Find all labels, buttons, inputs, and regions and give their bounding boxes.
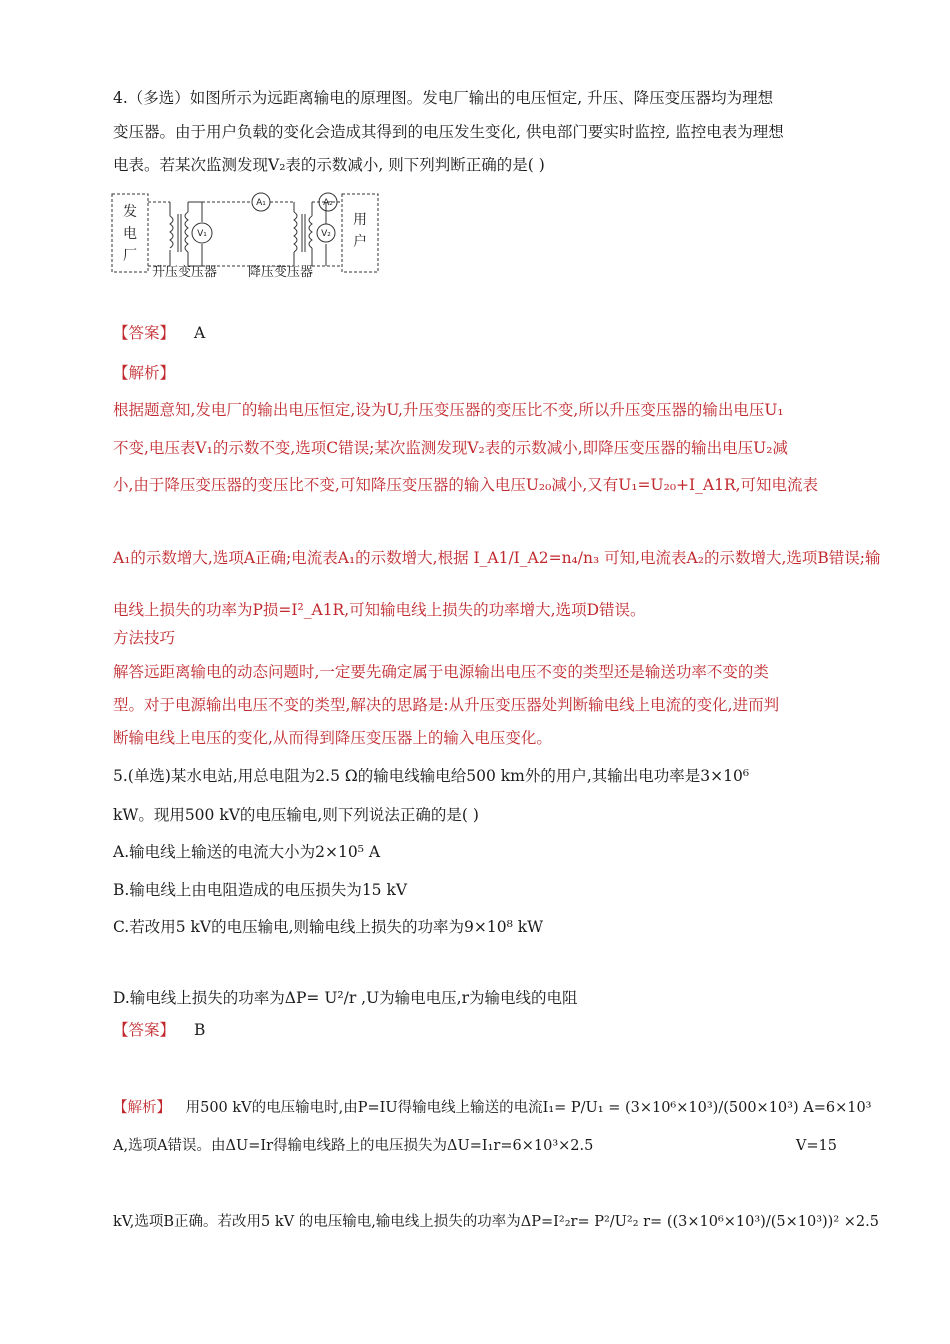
q5-option-b: B.输电线上由电阻造成的电压损失为15 kV (113, 881, 408, 899)
q4-analysis-line3: 小,由于降压变压器的变压比不变,可知降压变压器的输入电压U₂₀减小,又有U₁=U₂₀+I_A1R,可知电流表 (113, 476, 819, 494)
q5-answer-row (113, 1020, 205, 1040)
q5-analysis-row1 (113, 1098, 871, 1118)
q5-answer-tag: 【答案】 (113, 1021, 176, 1039)
q4-answer-row (113, 323, 205, 343)
q4-method-title: 方法技巧 (113, 629, 176, 647)
q5-analysis-line2-end: V=15 (795, 1138, 837, 1154)
q5-option-d: D.输电线上损失的功率为ΔP= U²/r ,U为输电电压,r为输电线的电阻 (113, 989, 578, 1007)
q4-method-line1: 解答远距离输电的动态问题时,一定要先确定属于电源输出电压不变的类型还是输送功率不变的类 (113, 663, 769, 681)
meter-a1-label: A₁ (256, 198, 266, 208)
q5-answer-value: B (193, 1021, 206, 1039)
q5-stem-line1: 5.(单选)某水电站,用总电阻为2.5 Ω的输电线输电给500 km外的用户,其输出电功率是3×10⁶ (113, 767, 750, 785)
q5-analysis-line1: 用500 kV的电压输电时,由P=IU得输电线上输送的电流I₁= P/U₁ = (3×10⁶×10³)/(500×10³) A=6×10³ (185, 1100, 872, 1116)
q4-analysis-line2: 不变,电压表V₁的示数不变,选项C错误;某次监测发现V₂表的示数减小,即降压变压器的输出电压U₂减 (113, 439, 788, 457)
user-char-2: 户 (353, 234, 367, 250)
meter-v1-label: V₁ (197, 229, 207, 239)
q4-analysis-line4: A₁的示数增大,选项A正确;电流表A₁的示数增大,根据 I_A1/I_A2=n₄/n₃ 可知,电流表A₂的示数增大,选项B错误;输 (113, 549, 881, 567)
q5-analysis-line2: A,选项A错误。由ΔU=Ir得输电线路上的电压损失为ΔU=I₁r=6×10³×2.5 (113, 1138, 594, 1154)
meter-a2-label: A₂ (323, 198, 333, 208)
label-step-up: 升压变压器 (152, 265, 218, 280)
q4-method-line3: 断输电线上电压的变化,从而得到降压变压器上的输入电压变化。 (113, 729, 552, 747)
plant-char-3: 厂 (123, 248, 137, 264)
q4-answer-tag: 【答案】 (113, 324, 176, 342)
q4-answer-value: A (193, 324, 206, 342)
q4-analysis-line1: 根据题意知,发电厂的输出电压恒定,设为U,升压变压器的变压比不变,所以升压变压器的输出电压U₁ (113, 401, 784, 419)
q5-option-c: C.若改用5 kV的电压输电,则输电线上损失的功率为9×10⁸ kW (113, 918, 544, 936)
q4-stem-line1: 4.（多选）如图所示为远距离输电的原理图。发电厂输出的电压恒定, 升压、降压变压器均为理想 (113, 89, 774, 107)
q5-option-a: A.输电线上输送的电流大小为2×10⁵ A (113, 843, 381, 861)
user-char-1: 用 (353, 212, 367, 228)
transmission-diagram (110, 186, 380, 282)
q4-stem-line3: 电表。若某次监测发现V₂表的示数减小, 则下列判断正确的是( ) (113, 156, 545, 174)
q4-method-line2: 型。对于电源输出电压不变的类型,解决的思路是:从升压变压器处判断输电线上电流的变化,进而判 (113, 696, 780, 714)
plant-char-2: 电 (123, 226, 137, 242)
label-step-down: 降压变压器 (248, 265, 314, 280)
q4-analysis-line5: 电线上损失的功率为P损=I²_A1R,可知输电线上损失的功率增大,选项D错误。 (113, 601, 646, 619)
q4-stem-line2: 变压器。由于用户负载的变化会造成其得到的电压发生变化, 供电部门要实时监控, 监控电表为理想 (113, 123, 784, 141)
q4-analysis-tag: 【解析】 (113, 364, 176, 382)
q5-stem-line2: kW。现用500 kV的电压输电,则下列说法正确的是( ) (113, 806, 479, 824)
plant-char-1: 发 (123, 204, 137, 220)
q5-analysis-line3: kV,选项B正确。若改用5 kV 的电压输电,输电线上损失的功率为ΔP=I²₂r= P²/U²₂ r= ((3×10⁶×10³)/(5×10³))² ×2.5 (113, 1214, 879, 1230)
q5-analysis-tag: 【解析】 (113, 1100, 171, 1116)
meter-v2-label: V₂ (321, 229, 331, 239)
